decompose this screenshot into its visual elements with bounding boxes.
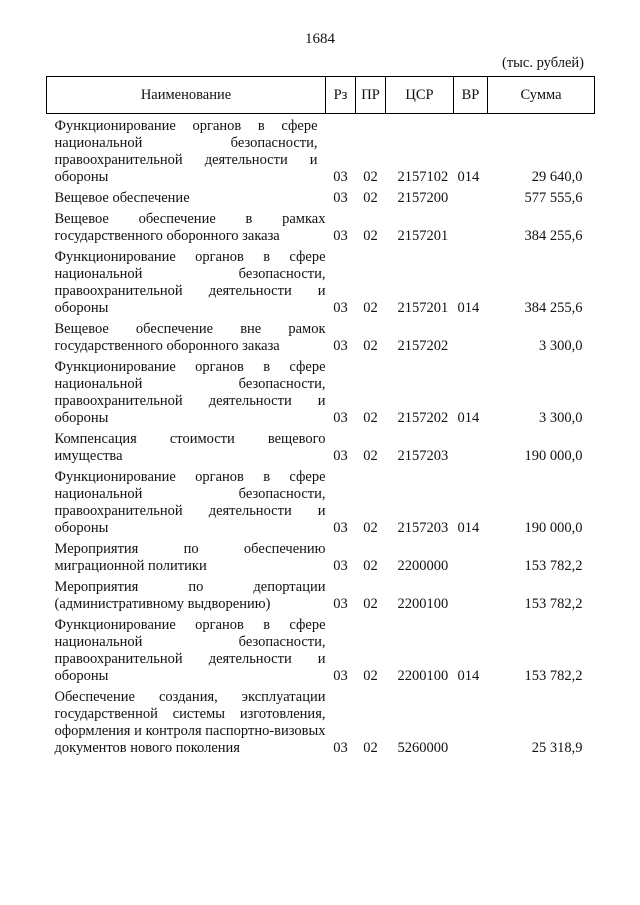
table-row bbox=[47, 431, 595, 469]
row-csr: 2157203 bbox=[397, 520, 449, 536]
row-name: Мероприятия по депортации (административному выдворению) bbox=[54, 579, 326, 612]
row-sum: 25 318,9 bbox=[531, 740, 583, 756]
row-name: Обеспечение создания, эксплуатации государственной системы изготовления, оформления и контроля паспортно-визовых документов нового поколения bbox=[54, 689, 326, 756]
row-sum: 3 300,0 bbox=[539, 338, 583, 354]
row-rz: 03 bbox=[333, 410, 348, 426]
row-sum: 384 255,6 bbox=[524, 300, 583, 316]
row-name: Функционирование органов в сфере национальной безопасности, правоохранительной деятельности и обороны bbox=[54, 359, 326, 426]
row-pr: 02 bbox=[363, 596, 378, 612]
row-csr: 2157203 bbox=[397, 448, 449, 464]
row-name: Функционирование органов в сфере национальной безопасности, правоохранительной деятельности и обороны bbox=[54, 469, 326, 536]
page-number: 1684 bbox=[305, 31, 335, 47]
row-csr: 2157201 bbox=[397, 300, 449, 316]
row-sum: 577 555,6 bbox=[524, 190, 583, 206]
row-sum: 153 782,2 bbox=[524, 668, 583, 684]
table-header-row bbox=[47, 77, 595, 114]
row-name: Функционирование органов в сфере национальной безопасности, правоохранительной деятельности и обороны bbox=[54, 249, 326, 316]
row-pr: 02 bbox=[363, 558, 378, 574]
row-name: Вещевое обеспечение вне рамок государственного оборонного заказа bbox=[54, 321, 326, 354]
row-pr: 02 bbox=[363, 228, 378, 244]
row-rz: 03 bbox=[333, 596, 348, 612]
table-row bbox=[47, 249, 595, 321]
row-vr: 014 bbox=[457, 300, 480, 316]
row-csr: 2157202 bbox=[397, 410, 449, 426]
header-name: Наименование bbox=[47, 77, 326, 114]
header-sum: Сумма bbox=[488, 77, 595, 114]
row-pr: 02 bbox=[363, 190, 378, 206]
row-csr: 2200000 bbox=[397, 558, 449, 574]
row-csr: 2157200 bbox=[397, 190, 449, 206]
row-vr: 014 bbox=[457, 520, 480, 536]
header-rz: Рз bbox=[326, 77, 356, 114]
row-pr: 02 bbox=[363, 410, 378, 426]
row-rz: 03 bbox=[333, 740, 348, 756]
row-sum: 153 782,2 bbox=[524, 596, 583, 612]
row-csr: 5260000 bbox=[397, 740, 449, 756]
table-row bbox=[47, 689, 595, 761]
row-pr: 02 bbox=[363, 300, 378, 316]
row-vr bbox=[454, 321, 488, 359]
row-vr bbox=[454, 211, 488, 249]
row-sum: 153 782,2 bbox=[524, 558, 583, 574]
row-rz: 03 bbox=[333, 520, 348, 536]
row-csr: 2157202 bbox=[397, 338, 449, 354]
row-sum: 3 300,0 bbox=[539, 410, 583, 426]
row-rz: 03 bbox=[333, 668, 348, 684]
row-rz: 03 bbox=[333, 338, 348, 354]
row-sum: 190 000,0 bbox=[524, 448, 583, 464]
header-vr: ВР bbox=[454, 77, 488, 114]
row-rz: 03 bbox=[333, 300, 348, 316]
row-vr: 014 bbox=[457, 410, 480, 426]
row-csr: 2157102 bbox=[397, 169, 449, 185]
row-vr bbox=[454, 689, 488, 761]
row-pr: 02 bbox=[363, 668, 378, 684]
row-vr bbox=[454, 579, 488, 617]
table-row bbox=[47, 579, 595, 617]
row-rz: 03 bbox=[333, 190, 348, 206]
budget-table bbox=[46, 76, 595, 761]
row-name: Вещевое обеспечение в рамках государственного оборонного заказа bbox=[54, 211, 326, 244]
row-csr: 2200100 bbox=[397, 596, 449, 612]
row-rz: 03 bbox=[333, 228, 348, 244]
row-csr: 2200100 bbox=[397, 668, 449, 684]
row-name: Мероприятия по обеспечению миграционной политики bbox=[54, 541, 326, 574]
units-label: (тыс. рублей) bbox=[502, 55, 584, 71]
row-pr: 02 bbox=[363, 740, 378, 756]
header-csr: ЦСР bbox=[386, 77, 454, 114]
table-row bbox=[47, 114, 595, 191]
row-vr bbox=[454, 541, 488, 579]
row-name: Функционирование органов в сфере национальной безопасности, правоохранительной деятельности и обороны bbox=[54, 617, 326, 684]
table-row bbox=[47, 541, 595, 579]
row-vr bbox=[454, 431, 488, 469]
row-sum: 384 255,6 bbox=[524, 228, 583, 244]
row-csr: 2157201 bbox=[397, 228, 449, 244]
row-vr bbox=[454, 190, 488, 211]
header-pr: ПР bbox=[356, 77, 386, 114]
table-row bbox=[47, 321, 595, 359]
row-name: Вещевое обеспечение bbox=[54, 190, 190, 206]
row-name: Компенсация стоимости вещевого имущества bbox=[54, 431, 326, 464]
row-rz: 03 bbox=[333, 448, 348, 464]
row-vr: 014 bbox=[457, 169, 480, 185]
row-rz: 03 bbox=[333, 169, 348, 185]
row-sum: 190 000,0 bbox=[524, 520, 583, 536]
table-row bbox=[47, 190, 595, 211]
table-row bbox=[47, 469, 595, 541]
row-vr: 014 bbox=[457, 668, 480, 684]
row-name: Функционирование органов в сфере национальной безопасности, правоохранительной деятельности и обороны bbox=[54, 118, 318, 185]
row-pr: 02 bbox=[363, 520, 378, 536]
table-row bbox=[47, 617, 595, 689]
row-pr: 02 bbox=[363, 169, 378, 185]
row-pr: 02 bbox=[363, 448, 378, 464]
row-rz: 03 bbox=[333, 558, 348, 574]
row-pr: 02 bbox=[363, 338, 378, 354]
table-row bbox=[47, 211, 595, 249]
table-row bbox=[47, 359, 595, 431]
row-sum: 29 640,0 bbox=[531, 169, 583, 185]
